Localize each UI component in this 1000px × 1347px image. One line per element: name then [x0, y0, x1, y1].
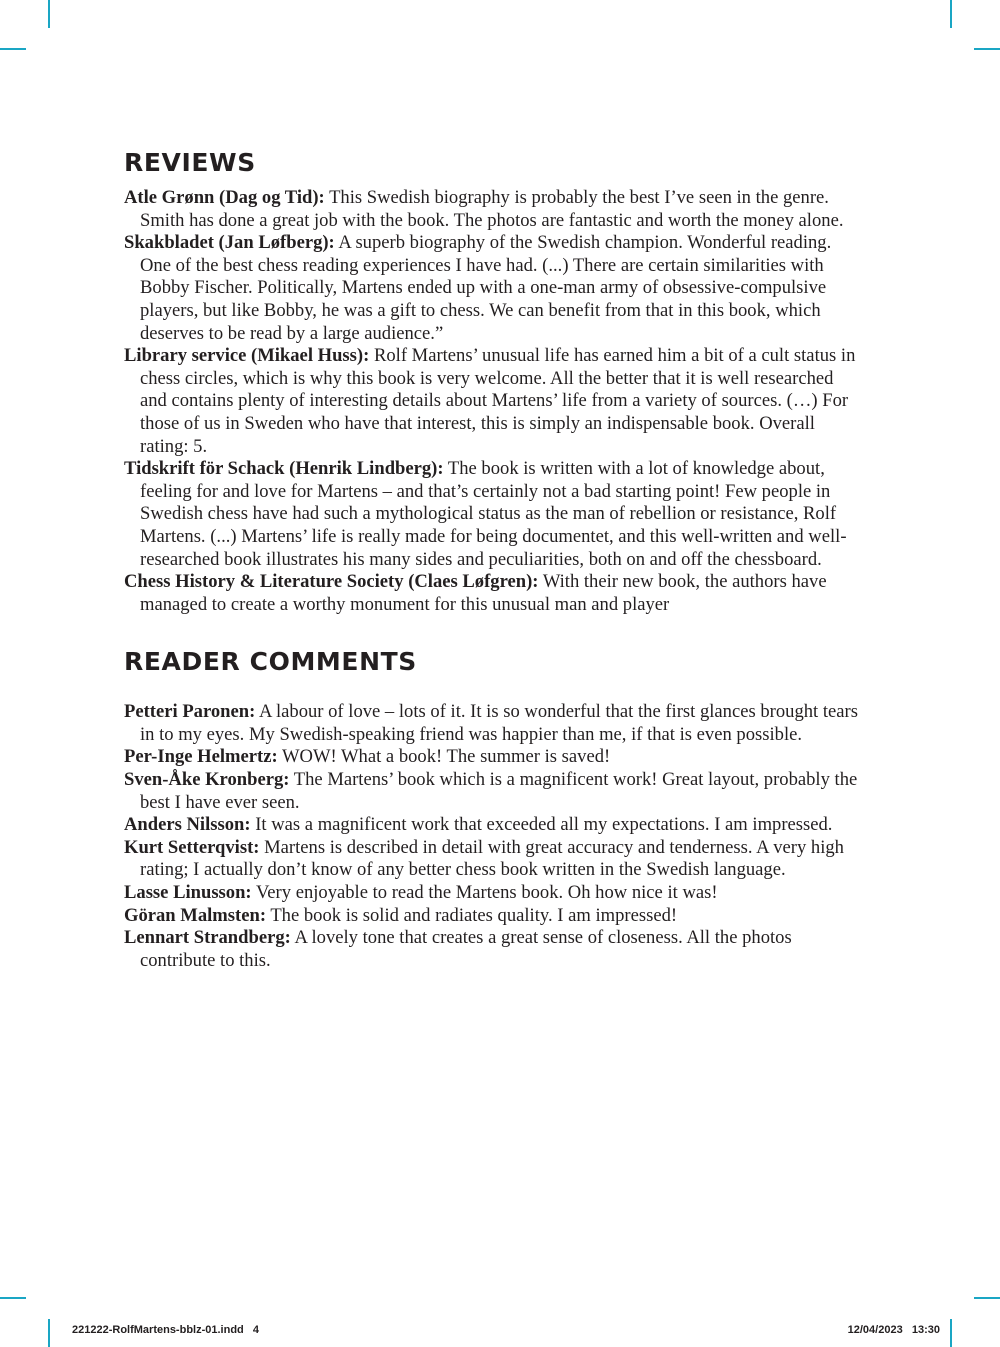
crop-mark-bottom-right [950, 1319, 952, 1347]
review-entry [124, 187, 864, 232]
review-source: Chess History & Literature Society (Claes Løfgren): [124, 571, 539, 593]
comment-text: It was a magnificent work that exceeded all my expectations. I am impressed. [255, 814, 833, 836]
comment-entry [124, 927, 864, 972]
slug-timestamp: 12/04/2023 13:30 [847, 1324, 940, 1336]
review-source: Skakbladet (Jan Løfberg): [124, 232, 335, 254]
review-entry [124, 232, 864, 345]
reviews-heading: REVIEWS [124, 148, 256, 177]
comment-text: A labour of love – lots of it. It is so wonderful that the first glances brought tears in to my eyes. My Swedish-speaking friend was happier than me, if that is even possible. [140, 701, 858, 745]
review-source: Tidskrift för Schack (Henrik Lindberg): [124, 458, 444, 480]
comment-entry [124, 701, 864, 746]
review-entry [124, 345, 864, 458]
review-source: Library service (Mikael Huss): [124, 345, 370, 367]
comment-entry [124, 882, 864, 905]
comment-entry [124, 769, 864, 814]
crop-mark-bottom-right-h [974, 1297, 1000, 1299]
crop-mark-bottom-left-h [0, 1297, 26, 1299]
comment-text: A lovely tone that creates a great sense of closeness. All the photos contribute to this. [140, 927, 792, 971]
comment-author: Sven-Åke Kronberg: [124, 769, 290, 791]
reviews-list [124, 187, 864, 616]
crop-mark-top-left [48, 0, 50, 28]
crop-mark-top-right [950, 0, 952, 28]
reader-comments-heading: READER COMMENTS [124, 647, 417, 677]
comment-author: Göran Malmsten: [124, 904, 267, 926]
comment-text: Martens is described in detail with great accuracy and tenderness. A very high rating; I actually don’t know of any better chess book written in the Swedish language. [140, 836, 844, 881]
comment-author: Lennart Strandberg: [124, 927, 291, 949]
comment-entry [124, 837, 864, 882]
crop-mark-top-right-h [974, 48, 1000, 50]
reader-comments-list [124, 701, 864, 972]
comment-author: Petteri Paronen: [124, 701, 256, 723]
review-text: Rolf Martens’ unusual life has earned him a bit of a cult status in chess circles, which is why this book is very welcome. All the better that it is well researched and contains plenty of interesting details about Martens’ life from a variety of sources. (…) For those of us in Sweden who have that interest, this is simply an indispensable book. Overall rating: 5. [140, 345, 856, 457]
review-text: The book is written with a lot of knowledge about, feeling for and love for Martens – and that’s certainly not a bad starting point! Few people in Swedish chess have had such a mythological status as the man of rebellion or resistance, Rolf Martens. (...) Martens’ life is really made for being documentet, and this well-written and well-researched book illustrates his many sides and peculiarities, both on and off the chessboard. [140, 458, 847, 570]
comment-text: The Martens’ book which is a magnificent work! Great layout, probably the best I have ever seen. [140, 769, 858, 813]
comment-text: WOW! What a book! The summer is saved! [281, 746, 611, 768]
review-text: A superb biography of the Swedish champion. Wonderful reading. One of the best chess reading experiences I have had. (...) There are certain similarities with Bobby Fischer. Politically, Martens ended up with a one-man army of obsessive-compulsive players, but like Bobby, he was a gift to chess. We can benefit from that in this book, which deserves to be read by a large audience.” [140, 232, 832, 344]
crop-mark-bottom-left [48, 1319, 50, 1347]
comment-author: Anders Nilsson: [124, 814, 251, 836]
slug-filename: 221222-RolfMartens-bblz-01.indd 4 [72, 1324, 260, 1336]
comment-text: The book is solid and radiates quality. I am impressed! [270, 904, 678, 926]
review-entry [124, 571, 864, 616]
page-content [124, 148, 864, 972]
comment-text: Very enjoyable to read the Martens book. Oh how nice it was! [255, 882, 718, 904]
comment-author: Per-Inge Helmertz: [124, 746, 278, 768]
comment-entry [124, 746, 864, 769]
review-text: This Swedish biography is probably the best I’ve seen in the genre. Smith has done a great job with the book. The photos are fantastic and worth the money alone. [140, 187, 844, 231]
crop-mark-top-left-h [0, 48, 26, 50]
comment-entry [124, 905, 864, 928]
review-entry [124, 458, 864, 571]
comment-author: Lasse Linusson: [124, 882, 252, 904]
comment-entry [124, 814, 864, 837]
review-source: Atle Grønn (Dag og Tid): [124, 187, 325, 208]
comment-author: Kurt Setterqvist: [124, 836, 260, 858]
review-text: With their new book, the authors have managed to create a worthy monument for this unusual man and player [140, 571, 827, 615]
